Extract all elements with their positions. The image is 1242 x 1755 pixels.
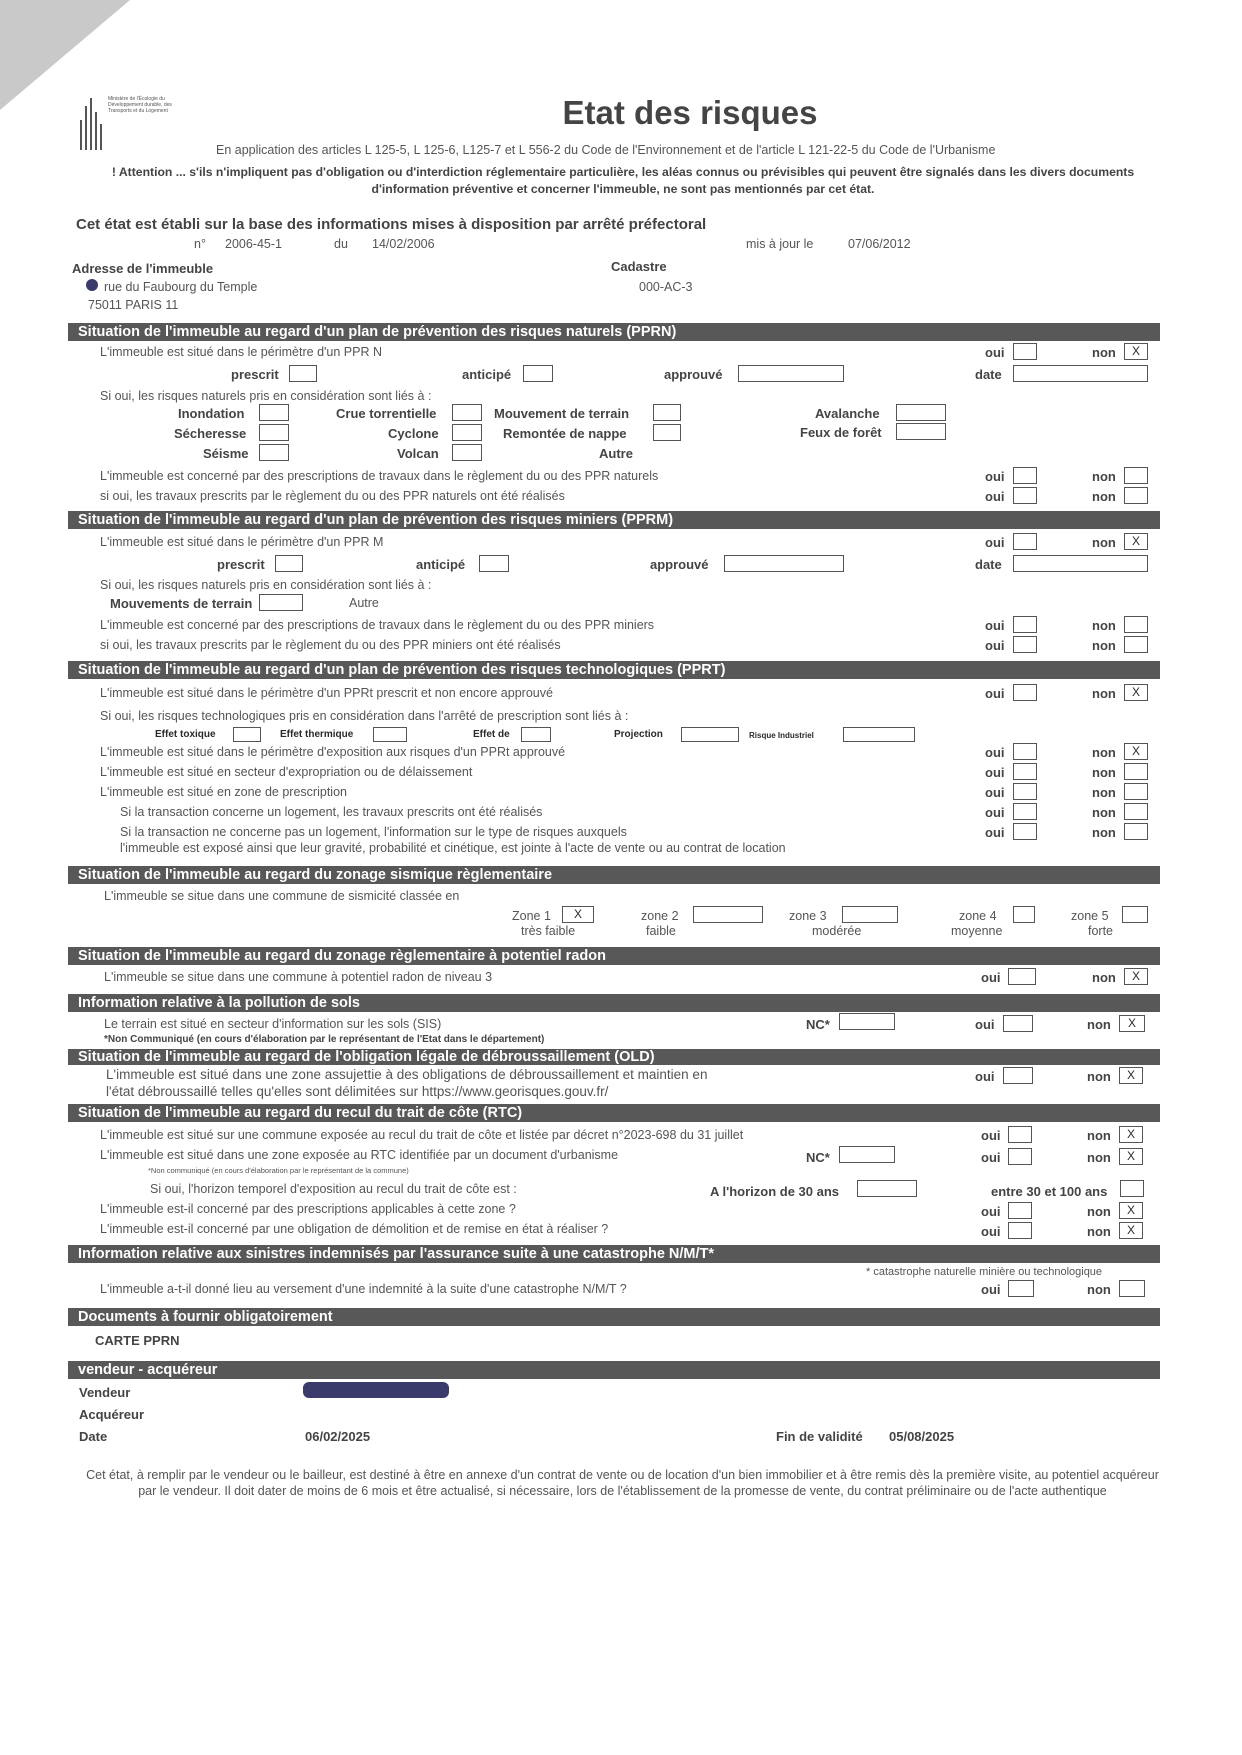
pprt-expropriation: L'immeuble est situé en secteur d'expropriation ou de délaissement — [100, 765, 473, 779]
volcan-checkbox[interactable] — [452, 444, 482, 461]
non-label: non — [1092, 489, 1116, 504]
pprt-zone-non-checkbox[interactable] — [1124, 783, 1148, 800]
pprm-prescriptions: L'immeuble est concerné par des prescriptions de travaux dans le règlement du ou des PPR miniers — [100, 618, 655, 632]
pprt-non-checkbox[interactable]: X — [1124, 684, 1148, 701]
section-sismique-header: Situation de l'immeuble au regard du zonage sismique règlementaire — [68, 866, 1160, 884]
crue-label: Crue torrentielle — [336, 406, 437, 421]
autre-label: Autre — [349, 596, 379, 610]
pprm-approuve-field[interactable] — [724, 555, 844, 572]
oui-label: oui — [981, 1204, 1001, 1219]
non-label: non — [1087, 1017, 1111, 1032]
pprn-prescr-oui-checkbox[interactable] — [1013, 467, 1037, 484]
autre-label: Autre — [599, 446, 633, 461]
page-title: Etat des risques — [562, 94, 818, 131]
radon-non-checkbox[interactable]: X — [1124, 968, 1148, 985]
pprt-nonlog-non-checkbox[interactable] — [1124, 823, 1148, 840]
sinistres-indemnite: L'immeuble a-t-il donné lieu au versement d'une indemnité à la suite d'une catastrophe N/M/T ? — [100, 1282, 627, 1296]
rtc-commune: L'immeuble est situé sur une commune exposée au recul du trait de côte et listée par décret n°2023-698 du 31 juillet — [100, 1128, 744, 1142]
sinistres-oui-checkbox[interactable] — [1008, 1280, 1034, 1297]
old-zone: L'immeuble est situé dans une zone assujettie à des obligations de débroussaillement et maintien en — [106, 1067, 708, 1082]
sols-non-checkbox[interactable]: X — [1119, 1015, 1145, 1032]
oui-label: oui — [985, 686, 1005, 701]
non-label: non — [1092, 785, 1116, 800]
fin-validite-label: Fin de validité — [776, 1429, 863, 1444]
section-radon-header: Situation de l'immeuble au regard du zonage règlementaire à potentiel radon — [68, 947, 1160, 965]
section-pprn-header: Situation de l'immeuble au regard d'un plan de prévention des risques naturels (PPRN) — [68, 323, 1160, 341]
section-parties-header: vendeur - acquéreur — [68, 1361, 1160, 1379]
update-label: mis à jour le — [746, 237, 814, 251]
rtc-nc-field[interactable] — [839, 1146, 895, 1163]
section-old-header: Situation de l'immeuble au regard de l'obligation légale de débroussaillement (OLD) — [68, 1049, 1160, 1065]
inondation-label: Inondation — [178, 406, 245, 421]
attention-note: ! Attention ... s'ils n'impliquent pas d'obligation ou d'interdiction réglementaire particulière, les aléas connus ou prévisibles qui peuvent être signalés dans les divers documents d'information préventive et concerner l'immeuble, ne sont pas mentionnés par cet état. — [111, 165, 1135, 196]
pprt-si-oui: Si oui, les risques technologiques pris en considération dans l'arrêté de prescription sont liés à : — [100, 709, 629, 723]
section-pprm-header: Situation de l'immeuble au regard d'un plan de prévention des risques miniers (PPRM) — [68, 511, 1160, 529]
pprn-date-field[interactable] — [1013, 365, 1148, 382]
pprn-oui-checkbox[interactable] — [1013, 343, 1037, 360]
rtc-prescr-non-checkbox[interactable]: X — [1119, 1202, 1143, 1219]
old-georisques: l'état débroussaillé telles qu'elles sont délimitées sur https://www.georisques.gouv.fr/ — [106, 1084, 609, 1099]
oui-label: oui — [981, 1150, 1001, 1165]
cyclone-checkbox[interactable] — [452, 424, 482, 441]
mouvement-label: Mouvement de terrain — [494, 406, 630, 421]
pprn-prescriptions: L'immeuble est concerné par des prescriptions de travaux dans le règlement du ou des PPR naturels — [100, 469, 659, 483]
zone2-label: zone 2 — [641, 909, 679, 923]
inondation-checkbox[interactable] — [259, 404, 289, 421]
zone2-desc: faible — [646, 924, 676, 938]
volcan-label: Volcan — [397, 446, 439, 461]
secheresse-label: Sécheresse — [174, 426, 247, 441]
prescrit-label: prescrit — [217, 557, 265, 572]
pprt-exprop-non-checkbox[interactable] — [1124, 763, 1148, 780]
mouvements-checkbox[interactable] — [259, 594, 303, 611]
non-label: non — [1092, 618, 1116, 633]
zone1-checkbox[interactable]: X — [562, 906, 594, 923]
section-rtc-header: Situation de l'immeuble au regard du recul du trait de côte (RTC) — [68, 1104, 1160, 1122]
sols-oui-checkbox[interactable] — [1003, 1015, 1033, 1032]
oui-label: oui — [981, 1128, 1001, 1143]
oui-label: oui — [975, 1069, 995, 1084]
pprt-approuve-non-checkbox[interactable]: X — [1124, 743, 1148, 760]
approuve-label: approuvé — [650, 557, 709, 572]
non-label: non — [1092, 686, 1116, 701]
avalanche-label: Avalanche — [815, 406, 880, 421]
zone4-checkbox[interactable] — [1013, 906, 1035, 923]
oui-label: oui — [985, 618, 1005, 633]
oui-label: oui — [985, 805, 1005, 820]
section-sinistres-header: Information relative aux sinistres indemnisés par l'assurance suite à une catastrophe N/M/T* — [68, 1245, 1160, 1263]
cyclone-label: Cyclone — [388, 426, 439, 441]
remontee-checkbox[interactable] — [653, 424, 681, 441]
pprn-non-checkbox[interactable]: X — [1124, 343, 1148, 360]
vendeur-label: Vendeur — [79, 1385, 131, 1400]
rtc-demol-oui-checkbox[interactable] — [1008, 1222, 1032, 1239]
rtc-prescr-oui-checkbox[interactable] — [1008, 1202, 1032, 1219]
pprm-perimeter: L'immeuble est situé dans le périmètre d'un PPR M — [100, 535, 384, 549]
pprt-approuve: L'immeuble est situé dans le périmètre d'exposition aux risques d'un PPRt approuvé — [100, 745, 566, 759]
seisme-label: Séisme — [203, 446, 249, 461]
oui-label: oui — [981, 970, 1001, 985]
oui-label: oui — [975, 1017, 995, 1032]
pprm-prescr-oui-checkbox[interactable] — [1013, 616, 1037, 633]
arrete-date-label: du — [334, 237, 348, 251]
non-label: non — [1092, 535, 1116, 550]
pprt-oui-checkbox[interactable] — [1013, 684, 1037, 701]
zone5-desc: forte — [1088, 924, 1114, 938]
thermique-checkbox[interactable] — [373, 727, 407, 742]
pprn-travaux: si oui, les travaux prescrits par le règlement du ou des PPR naturels ont été réalisés — [100, 489, 565, 503]
oui-label: oui — [985, 638, 1005, 653]
thermique-label: Effet thermique — [280, 729, 354, 740]
address-line1: rue du Faubourg du Temple — [104, 280, 258, 294]
pprt-exprop-oui-checkbox[interactable] — [1013, 763, 1037, 780]
zone1-label: Zone 1 — [512, 909, 551, 923]
pprt-perimeter: L'immeuble est situé dans le périmètre d'un PPRt prescrit et non encore approuvé — [100, 686, 553, 700]
pprn-perimeter: L'immeuble est situé dans le périmètre d'un PPR N — [100, 345, 382, 359]
pprn-prescrit-checkbox[interactable] — [289, 365, 317, 382]
pprm-prescrit-checkbox[interactable] — [275, 555, 303, 572]
zone5-checkbox[interactable] — [1122, 906, 1148, 923]
non-label: non — [1087, 1224, 1111, 1239]
zone1-desc: très faible — [521, 924, 576, 938]
non-label: non — [1087, 1204, 1111, 1219]
remontee-label: Remontée de nappe — [503, 426, 627, 441]
pprm-travaux: si oui, les travaux prescrits par le règlement du ou des PPR miniers ont été réalisés — [100, 638, 561, 652]
date-label: Date — [79, 1429, 108, 1444]
industriel-label: Risque Industriel — [749, 731, 814, 740]
zone3-desc: modérée — [812, 924, 862, 938]
section-pprt-header: Situation de l'immeuble au regard d'un plan de prévention des risques technologiques (PPRT) — [68, 661, 1160, 679]
address-line2: 75011 PARIS 11 — [88, 298, 179, 312]
projection-checkbox[interactable] — [681, 727, 739, 742]
industriel-checkbox[interactable] — [843, 727, 915, 742]
zone5-label: zone 5 — [1071, 909, 1109, 923]
pprn-travaux-non-checkbox[interactable] — [1124, 487, 1148, 504]
rtc-urba-oui-checkbox[interactable] — [1008, 1148, 1032, 1165]
oui-label: oui — [985, 745, 1005, 760]
date-value: 06/02/2025 — [305, 1429, 371, 1444]
sols-nc-field[interactable] — [839, 1013, 895, 1030]
section-documents-header: Documents à fournir obligatoirement — [68, 1308, 1160, 1326]
anticipe-label: anticipé — [462, 367, 512, 382]
zone3-label: zone 3 — [789, 909, 827, 923]
oui-label: oui — [981, 1282, 1001, 1297]
oui-label: oui — [985, 489, 1005, 504]
pprt-gravite: l'immeuble est exposé ainsi que leur gravité, probabilité et cinétique, est jointe à l'acte de vente ou au contrat de location — [120, 841, 786, 855]
toxique-checkbox[interactable] — [233, 727, 261, 742]
arrete-date: 14/02/2006 — [372, 237, 435, 251]
pprn-anticipe-checkbox[interactable] — [523, 365, 553, 382]
mouvements-label: Mouvements de terrain — [110, 596, 253, 611]
non-label: non — [1087, 1150, 1111, 1165]
pprm-prescr-non-checkbox[interactable] — [1124, 616, 1148, 633]
non-label: non — [1092, 745, 1116, 760]
arrete-number: 2006-45-1 — [225, 237, 282, 251]
oui-label: oui — [985, 765, 1005, 780]
rtc-horizon: Si oui, l'horizon temporel d'exposition au recul du trait de côte est : — [150, 1182, 517, 1196]
sinistres-non-checkbox[interactable] — [1119, 1280, 1145, 1297]
update-date: 07/06/2012 — [848, 237, 911, 251]
sismique-commune: L'immeuble se situe dans une commune de sismicité classée en — [104, 889, 460, 903]
non-label: non — [1092, 469, 1116, 484]
pprm-non-checkbox[interactable]: X — [1124, 533, 1148, 550]
horizon-30-field[interactable] — [857, 1180, 917, 1197]
zone4-label: zone 4 — [959, 909, 997, 923]
pprm-travaux-non-checkbox[interactable] — [1124, 636, 1148, 653]
basis-statement: Cet état est établi sur la base des informations mises à disposition par arrêté préfectoral — [76, 216, 707, 233]
document-carte-pprn: CARTE PPRN — [95, 1333, 180, 1348]
toxique-label: Effet toxique — [155, 729, 216, 740]
rtc-urbanisme: L'immeuble est situé dans une zone exposée au RTC identifiée par un document d'urbanisme — [100, 1148, 619, 1162]
acquereur-label: Acquéreur — [79, 1407, 145, 1422]
pprt-non-logement: Si la transaction ne concerne pas un logement, l'information sur le type de risques auxquels — [120, 825, 627, 839]
zone2-checkbox[interactable] — [693, 906, 763, 923]
section-sols-header: Information relative à la pollution de sols — [68, 994, 1160, 1012]
oui-label: oui — [985, 469, 1005, 484]
pprt-nonlog-oui-checkbox[interactable] — [1013, 823, 1037, 840]
oui-label: oui — [985, 785, 1005, 800]
cadastre-value: 000-AC-3 — [639, 280, 693, 294]
pprt-prescription-zone: L'immeuble est situé en zone de prescription — [100, 785, 347, 799]
cadastre-label: Cadastre — [611, 259, 667, 274]
fin-validite-value: 05/08/2025 — [889, 1429, 955, 1444]
nc-label: NC* — [806, 1150, 830, 1165]
sols-sis: Le terrain est situé en secteur d'information sur les sols (SIS) — [104, 1017, 442, 1031]
non-label: non — [1092, 970, 1116, 985]
pprt-logement: Si la transaction concerne un logement, les travaux prescrits ont été réalisés — [120, 805, 543, 819]
non-label: non — [1087, 1128, 1111, 1143]
rtc-prescriptions: L'immeuble est-il concerné par des prescriptions applicables à cette zone ? — [100, 1202, 516, 1216]
rtc-note: *Non communiqué (en cours d'élaboration par le représentant de la commune) — [148, 1166, 409, 1175]
nc-label: NC* — [806, 1017, 830, 1032]
pprt-approuve-oui-checkbox[interactable] — [1013, 743, 1037, 760]
oui-label: oui — [985, 535, 1005, 550]
rtc-commune-oui-checkbox[interactable] — [1008, 1126, 1032, 1143]
rtc-demolition: L'immeuble est-il concerné par une obligation de démolition et de remise en état à réaliser ? — [100, 1222, 609, 1236]
date-label: date — [975, 557, 1002, 572]
rtc-demol-non-checkbox[interactable]: X — [1119, 1222, 1143, 1239]
sols-note: *Non Communiqué (en cours d'élaboration par le représentant de l'Etat dans le département) — [104, 1034, 545, 1045]
oui-label: oui — [981, 1224, 1001, 1239]
redaction-dot — [86, 279, 98, 291]
pprm-travaux-oui-checkbox[interactable] — [1013, 636, 1037, 653]
anticipe-label: anticipé — [416, 557, 466, 572]
rtc-urba-non-checkbox[interactable]: X — [1119, 1148, 1143, 1165]
date-label: date — [975, 367, 1002, 382]
address-label: Adresse de l'immeuble — [72, 261, 214, 276]
non-label: non — [1092, 638, 1116, 653]
non-label: non — [1092, 345, 1116, 360]
mouvement-checkbox[interactable] — [653, 404, 681, 421]
secheresse-checkbox[interactable] — [259, 424, 289, 441]
legal-basis: En application des articles L 125-5, L 125-6, L125-7 et L 556-2 du Code de l'Environnement et de l'article L 121-22-5 du Code de l'Urbanisme — [216, 143, 996, 157]
oui-label: oui — [985, 345, 1005, 360]
effet-de-checkbox[interactable] — [521, 727, 551, 742]
pprt-logement-non-checkbox[interactable] — [1124, 803, 1148, 820]
non-label: non — [1087, 1069, 1111, 1084]
zone3-checkbox[interactable] — [842, 906, 898, 923]
pprt-logement-oui-checkbox[interactable] — [1013, 803, 1037, 820]
non-label: non — [1092, 825, 1116, 840]
pprn-travaux-oui-checkbox[interactable] — [1013, 487, 1037, 504]
non-label: non — [1087, 1282, 1111, 1297]
approuve-label: approuvé — [664, 367, 723, 382]
old-oui-checkbox[interactable] — [1003, 1067, 1033, 1084]
rtc-commune-non-checkbox[interactable]: X — [1119, 1126, 1143, 1143]
projection-label: Projection — [614, 729, 663, 740]
pprm-si-oui: Si oui, les risques naturels pris en considération sont liés à : — [100, 578, 432, 592]
arrete-number-label: n° — [194, 237, 206, 251]
crue-checkbox[interactable] — [452, 404, 482, 421]
pprm-oui-checkbox[interactable] — [1013, 533, 1037, 550]
sinistres-note: * catastrophe naturelle minière ou technologique — [866, 1266, 1103, 1278]
horizon-100-label: entre 30 et 100 ans — [991, 1184, 1108, 1199]
vendeur-redacted — [303, 1382, 449, 1398]
radon-niveau: L'immeuble se situe dans une commune à potentiel radon de niveau 3 — [104, 970, 493, 984]
non-label: non — [1092, 805, 1116, 820]
radon-oui-checkbox[interactable] — [1008, 968, 1036, 985]
avalanche-checkbox[interactable] — [896, 404, 946, 421]
pprn-approuve-field[interactable] — [738, 365, 844, 382]
zone4-desc: moyenne — [951, 924, 1003, 938]
horizon-100-checkbox[interactable] — [1120, 1180, 1144, 1197]
logo-text: Ministère de l'Écologie du Développement durable, des Transports et du Logement — [108, 96, 172, 114]
pprn-si-oui: Si oui, les risques naturels pris en considération sont liés à : — [100, 389, 432, 403]
old-non-checkbox[interactable]: X — [1119, 1067, 1143, 1084]
oui-label: oui — [985, 825, 1005, 840]
pprm-anticipe-checkbox[interactable] — [479, 555, 509, 572]
effet-de-label: Effet de — [473, 729, 510, 740]
pprm-date-field[interactable] — [1013, 555, 1148, 572]
seisme-checkbox[interactable] — [259, 444, 289, 461]
horizon-30-label: A l'horizon de 30 ans — [710, 1184, 840, 1199]
non-label: non — [1092, 765, 1116, 780]
feux-label: Feux de forêt — [800, 425, 882, 440]
feux-checkbox[interactable] — [896, 423, 946, 440]
footer-note: Cet état, à remplir par le vendeur ou le bailleur, est destiné à être en annexe d'un contrat de vente ou de location d'un bien immobilier et à être remis dès la première visite, au potentiel acquéreur par le vendeur. Il doit dater de moins de 6 mois et être actualisé, si nécessaire, lors de l'établissement de la promesse de vente, du contrat préliminaire ou de l'acte authentique — [86, 1468, 1159, 1498]
prescrit-label: prescrit — [231, 367, 279, 382]
pprn-prescr-non-checkbox[interactable] — [1124, 467, 1148, 484]
pprt-zone-oui-checkbox[interactable] — [1013, 783, 1037, 800]
